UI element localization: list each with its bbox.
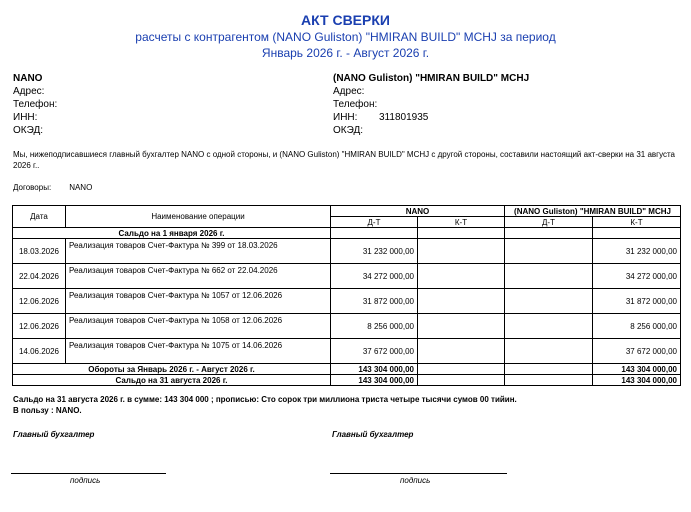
row-left-debit: 34 272 000,00 — [331, 264, 418, 289]
row-right-credit: 37 672 000,00 — [593, 339, 681, 364]
closing-label: Сальдо на 31 августа 2026 г. — [13, 375, 331, 386]
party-right-name: (NANO Guliston) "HMIRAN BUILD" MCHJ — [333, 73, 530, 84]
row-left-debit: 8 256 000,00 — [331, 314, 418, 339]
row-right-credit: 31 232 000,00 — [593, 239, 681, 264]
left-credit-header: К-Т — [418, 217, 505, 228]
row-date: 18.03.2026 — [13, 239, 66, 264]
row-left-debit: 37 672 000,00 — [331, 339, 418, 364]
row-left-credit — [418, 289, 505, 314]
table-row — [13, 314, 681, 339]
reconciliation-table — [12, 205, 681, 386]
table-row — [13, 239, 681, 264]
row-date: 12.06.2026 — [13, 289, 66, 314]
left-debit-header: Д-Т — [331, 217, 418, 228]
turnover-left-debit: 143 304 000,00 — [331, 364, 418, 375]
group-left-header: NANO — [331, 206, 505, 217]
row-right-credit: 8 256 000,00 — [593, 314, 681, 339]
phone-label: Телефон: — [13, 99, 58, 110]
right-credit-header: К-Т — [593, 217, 681, 228]
okjd-label: ОКЭД: — [333, 125, 364, 136]
document-subtitle: расчеты с контрагентом (NANO Guliston) "HMIRAN BUILD" MCHJ за период — [135, 30, 556, 44]
phone-label: Телефон: — [333, 99, 378, 110]
signature-right-title: Главный бухгалтер — [332, 430, 414, 439]
row-right-debit — [505, 239, 593, 264]
contracts-line — [13, 183, 92, 192]
row-right-credit: 31 872 000,00 — [593, 289, 681, 314]
contracts-value: NANO — [69, 183, 93, 192]
signature-right-line — [330, 473, 507, 474]
opening-cell — [331, 228, 418, 239]
balance-summary — [13, 394, 517, 416]
row-date: 14.06.2026 — [13, 339, 66, 364]
row-right-debit — [505, 339, 593, 364]
signature-left-line — [11, 473, 166, 474]
table-row — [13, 289, 681, 314]
row-operation: Реализация товаров Счет-Фактура № 399 от 18.03.2026 — [66, 239, 331, 264]
turnover-row — [13, 364, 681, 375]
inn-value: 311801935 — [379, 112, 429, 123]
contracts-label: Договоры: — [13, 183, 52, 192]
row-left-credit — [418, 239, 505, 264]
row-operation: Реализация товаров Счет-Фактура № 1075 от 14.06.2026 — [66, 339, 331, 364]
row-right-credit: 34 272 000,00 — [593, 264, 681, 289]
document-title: АКТ СВЕРКИ — [301, 12, 390, 28]
row-right-debit — [505, 289, 593, 314]
row-left-debit: 31 872 000,00 — [331, 289, 418, 314]
opening-cell — [418, 228, 505, 239]
row-date: 22.04.2026 — [13, 264, 66, 289]
closing-row — [13, 375, 681, 386]
signature-right-caption: подпись — [400, 476, 431, 485]
opening-cell — [593, 228, 681, 239]
row-left-debit: 31 232 000,00 — [331, 239, 418, 264]
opening-cell — [505, 228, 593, 239]
address-label: Адрес: — [333, 86, 365, 97]
summary-line-amount: Сальдо на 31 августа 2026 г. в сумме: 143 304 000 ; прописью: Сто сорок три миллиона триста четыре тысячи сумов 00 тийин. — [13, 395, 517, 404]
col-operation-header: Наименование операции — [66, 206, 331, 228]
address-label: Адрес: — [13, 86, 45, 97]
turnover-right-credit: 143 304 000,00 — [593, 364, 681, 375]
row-date: 12.06.2026 — [13, 314, 66, 339]
party-left — [13, 72, 59, 137]
document-period: Январь 2026 г. - Август 2026 г. — [261, 46, 430, 60]
row-left-credit — [418, 264, 505, 289]
closing-right-debit — [505, 375, 593, 386]
closing-right-credit: 143 304 000,00 — [593, 375, 681, 386]
okjd-label: ОКЭД: — [13, 125, 44, 136]
signature-left-caption: подпись — [70, 476, 101, 485]
row-right-debit — [505, 314, 593, 339]
signature-left-title: Главный бухгалтер — [13, 430, 95, 439]
row-operation: Реализация товаров Счет-Фактура № 1057 от 12.06.2026 — [66, 289, 331, 314]
opening-balance-label: Сальдо на 1 января 2026 г. — [13, 228, 331, 239]
turnover-label: Обороты за Январь 2026 г. - Август 2026 г. — [13, 364, 331, 375]
inn-label: ИНН: — [13, 112, 38, 123]
group-right-header: (NANO Guliston) "HMIRAN BUILD" MCHJ — [505, 206, 681, 217]
right-debit-header: Д-Т — [505, 217, 593, 228]
party-left-name: NANO — [13, 73, 43, 84]
turnover-right-debit — [505, 364, 593, 375]
party-right — [333, 72, 529, 137]
closing-left-debit: 143 304 000,00 — [331, 375, 418, 386]
row-operation: Реализация товаров Счет-Фактура № 1058 от 12.06.2026 — [66, 314, 331, 339]
table-row — [13, 264, 681, 289]
turnover-left-credit — [418, 364, 505, 375]
closing-left-credit — [418, 375, 505, 386]
row-left-credit — [418, 314, 505, 339]
row-operation: Реализация товаров Счет-Фактура № 662 от 22.04.2026 — [66, 264, 331, 289]
inn-label: ИНН: — [333, 112, 358, 123]
col-date-header: Дата — [13, 206, 66, 228]
row-right-debit — [505, 264, 593, 289]
row-left-credit — [418, 339, 505, 364]
summary-line-favor: В пользу : NANO. — [13, 406, 82, 415]
table-row — [13, 339, 681, 364]
intro-paragraph: Мы, нижеподписавшиеся главный бухгалтер NANO с одной стороны, и (NANO Guliston) "HMIRAN BUILD" MCHJ с другой стороны, составили настоящий акт-сверки на 31 августа 2026 г.. — [13, 150, 675, 170]
